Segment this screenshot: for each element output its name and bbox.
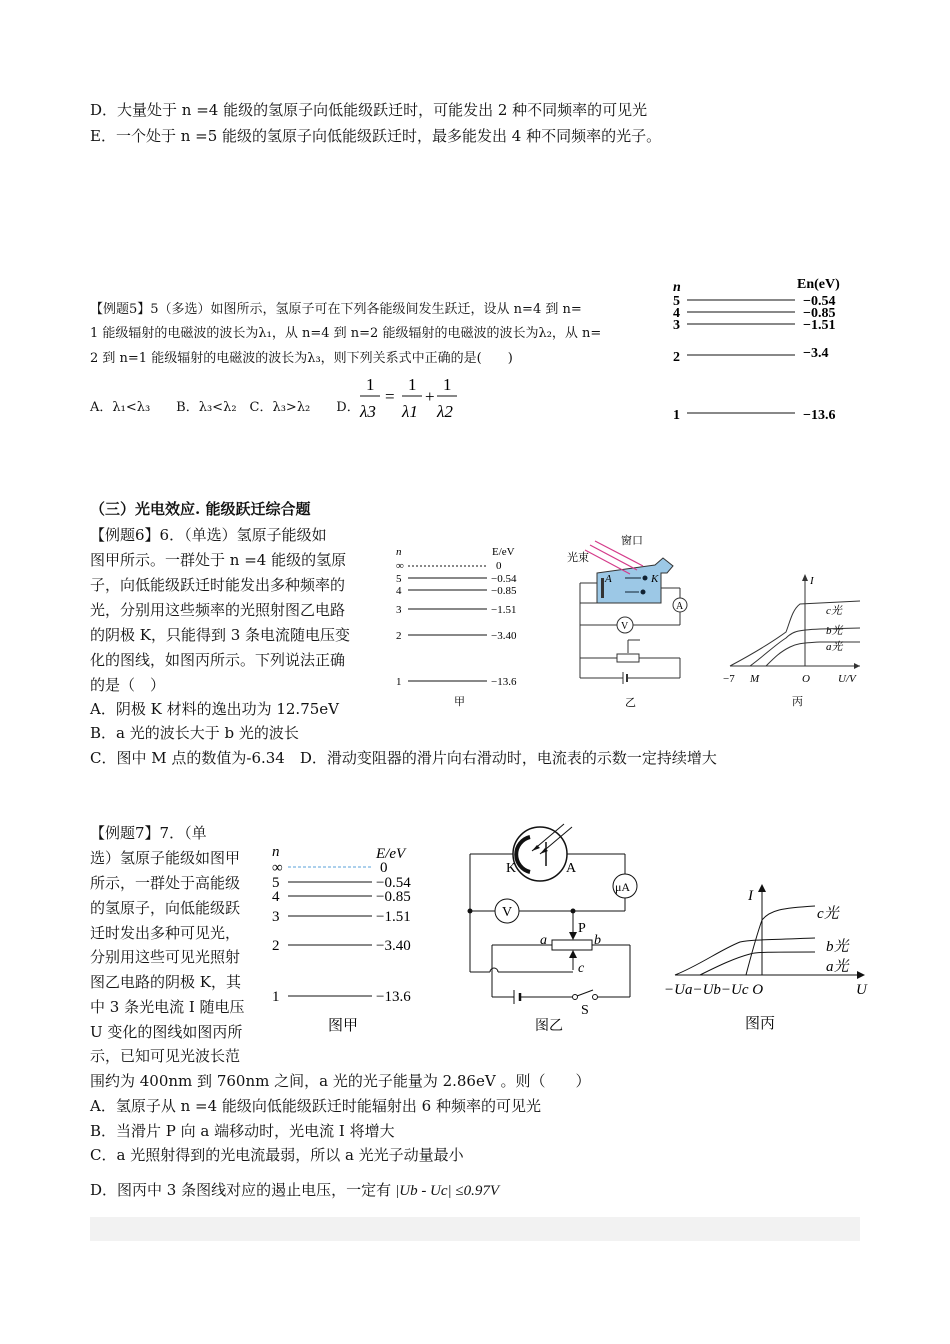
anode-label: A [566, 861, 577, 876]
ex7-line7: 中 3 条光电流 I 随电压 [90, 998, 245, 1016]
e-label: E/eV [492, 546, 515, 558]
lvl3-e: −1.51 [376, 909, 411, 925]
level-n2: 2 [673, 350, 680, 365]
equals: = [385, 387, 395, 406]
level-e5: −0.54 [803, 294, 836, 309]
lvl2-n: 2 [272, 938, 280, 954]
lvl5-n: 5 [396, 573, 402, 585]
ex7-option-b: B．当滑片 P 向 a 端移动时，光电流 I 将增大 [90, 1122, 395, 1140]
ex7-fig-yi [460, 822, 645, 1037]
ex6-option-b: B．a 光的波长大于 b 光的波长 [90, 724, 299, 742]
u-label: U/V [838, 673, 856, 685]
lvl4-n: 4 [396, 585, 402, 597]
level-e4: −0.85 [803, 306, 836, 321]
ex7-option-c: C．a 光照射得到的光电流最弱，所以 a 光光子动量最小 [90, 1146, 464, 1164]
ex5-formula [355, 370, 465, 426]
lvl5-n: 5 [272, 875, 280, 891]
lvl1-n: 1 [396, 676, 402, 688]
ex5-line3: 2 到 n=1 能级辐射的电磁波的波长为λ₃，则下列关系式中正确的是( ) [90, 351, 513, 366]
ex5-options: A．λ₁<λ₃ B．λ₃<λ₂ C．λ₃>λ₂ D． [90, 400, 360, 415]
section3-title: （三）光电效应. 能级跃迁综合题 [90, 500, 311, 518]
cathode-label: K [506, 861, 517, 876]
ex6-line5: 化的图线，如图丙所示。下列说法正确 [90, 651, 346, 669]
ex7-line2: 所示，一群处于高能级 [90, 874, 241, 892]
frac3-den: λ2 [437, 402, 453, 421]
ex7-line8: U 变化的图线如图丙所 [90, 1023, 243, 1041]
end-a-label: a [540, 933, 547, 948]
ex7-line-full: 围约为 400nm 到 760nm 之间，a 光的光子能量为 2.86eV 。则（ ） [90, 1072, 591, 1090]
zero-label: 0 [380, 860, 388, 876]
lvl4-e: −0.85 [491, 585, 517, 597]
option-e-top: E．一个处于 n =5 能级的氢原子向低能级跃迁时，最多能发出 4 种不同频率的光子。 [90, 127, 662, 145]
level-e1: −13.6 [803, 408, 836, 423]
en-label: En(eV) [797, 277, 840, 292]
n-label: n [673, 280, 681, 295]
m-label: M [750, 673, 760, 685]
ammeter-label: A [676, 601, 684, 612]
level-n1: 1 [673, 408, 680, 423]
n-label: n [396, 546, 402, 558]
voltmeter-label: V [621, 621, 629, 632]
ex6-line0: 【例题6】6．（单选）氢原子能级如 [90, 526, 327, 544]
lvl2-e: −3.40 [376, 938, 411, 954]
lvl3-n: 3 [396, 604, 402, 616]
caption-bing: 丙 [792, 696, 803, 708]
ex6-fig-jia [392, 543, 532, 708]
lvl5-e: −0.54 [376, 875, 411, 891]
stop-voltage-labels: −Ua−Ub−Uc O [664, 982, 764, 998]
o-label: O [802, 673, 810, 685]
frac1-den: λ3 [360, 402, 376, 421]
ex7-fig-jia [270, 840, 430, 1040]
level-n3: 3 [673, 318, 680, 333]
zero-label: 0 [496, 560, 502, 572]
ex5-line2: 1 能级辐射的电磁波的波长为λ₁，从 n=4 到 n=2 能级辐射的电磁波的波长为λ₂，从 n= [90, 326, 602, 341]
ex7-option-a: A．氢原子从 n =4 能级向低能级跃迁时能辐射出 6 种频率的可见光 [90, 1097, 541, 1115]
u-label: U [856, 982, 867, 998]
frac3-num: 1 [443, 375, 452, 394]
lvl1-n: 1 [272, 989, 280, 1005]
lvl1-e: −13.6 [376, 989, 411, 1005]
n-label: n [272, 844, 280, 860]
ex7-line3: 的氢原子，向低能级跃 [90, 899, 241, 917]
lvl2-n: 2 [396, 630, 402, 642]
ex7-line0: 【例题7】7．（单 [90, 824, 207, 842]
ex6-option-cd: C．图中 M 点的数值为-6.34 D．滑动变阻器的滑片向右滑动时，电流表的示数一定持续增大 [90, 749, 717, 767]
ex7-line9: 示，已知可见光波长范 [90, 1047, 241, 1065]
frac2-num: 1 [408, 375, 417, 394]
level-n4: 4 [673, 306, 680, 321]
ex6-fig-bing [720, 570, 870, 710]
window-label: 窗口 [621, 535, 643, 547]
lvl3-e: −1.51 [491, 604, 517, 616]
ex6-line2: 子，向低能级跃迁时能发出多种频率的 [90, 576, 346, 594]
slider-p-label: P [578, 921, 586, 936]
ex6-option-a: A．阴极 K 材料的逸出功为 12.75eV [90, 700, 339, 718]
cathode-label: K [651, 573, 659, 585]
end-b-label: b [594, 933, 601, 948]
b-light-label: b光 [826, 625, 843, 637]
e-label: E/eV [376, 846, 406, 862]
plus: + [425, 387, 435, 406]
option-d-top: D．大量处于 n =4 能级的氢原子向低能级跃迁时，可能发出 2 种不同频率的可见光 [90, 101, 648, 119]
ex6-fig-yi [565, 528, 700, 710]
i-label: I [810, 575, 814, 587]
caption-bing: 图丙 [745, 1016, 776, 1032]
level-n5: 5 [673, 294, 680, 309]
end-c-label: c [578, 961, 585, 976]
c-light-label: c光 [826, 605, 842, 617]
caption-yi: 乙 [625, 697, 636, 709]
caption-yi: 图乙 [535, 1019, 563, 1034]
ex7-line4: 迁时发出多种可见光， [90, 924, 241, 942]
beam-label: 光束 [567, 552, 589, 564]
ex7-fig-bing [660, 880, 875, 1035]
c-light-label: c光 [817, 906, 839, 922]
level-e3: −1.51 [803, 318, 836, 333]
ex7-line6: 图乙电路的阴极 K，其 [90, 973, 241, 991]
lvl1-e: −13.6 [491, 676, 517, 688]
a-light-label: a光 [826, 641, 843, 653]
ex6-line6: 的是（ ） [90, 676, 166, 694]
lvl2-e: −3.40 [491, 630, 517, 642]
lvl3-n: 3 [272, 909, 280, 925]
ex6-line4: 的阴极 K，只能得到 3 条电流随电压变 [90, 626, 351, 644]
ex7-line5: 分别用这些可见光照射 [90, 948, 241, 966]
b-light-label: b光 [826, 939, 849, 955]
ex6-line3: 光，分别用这些频率的光照射图乙电路 [90, 601, 346, 619]
caption-jia: 图甲 [328, 1018, 359, 1034]
ex5-line1: 【例题5】5（多选）如图所示，氢原子可在下列各能级间发生跃迁，设从 n=4 到 n= [90, 302, 582, 317]
i-label: I [748, 888, 753, 904]
inf-label: ∞ [272, 860, 283, 876]
ex7-line1: 选）氢原子能级如图甲 [90, 849, 241, 867]
anode-label: A [605, 573, 612, 585]
a-light-label: a光 [826, 959, 849, 975]
lvl5-e: −0.54 [491, 573, 517, 585]
frac2-den: λ1 [402, 402, 418, 421]
inf-label: ∞ [396, 560, 404, 572]
frac1-num: 1 [366, 375, 375, 394]
ex7-option-d: D．图丙中 3 条图线对应的遏止电压，一定有 |Ub - Uc| ≤0.97V [90, 1181, 500, 1199]
voltmeter-label: V [502, 905, 513, 920]
minus7-label: −7 [723, 673, 735, 685]
ex7-d-formula: |Ub - Uc| ≤0.97V [395, 1183, 500, 1199]
microammeter-label: μA [615, 880, 631, 894]
lvl4-n: 4 [272, 889, 280, 905]
ex5-energy-diagram [665, 275, 855, 425]
lvl4-e: −0.85 [376, 889, 411, 905]
caption-jia: 甲 [454, 696, 465, 708]
switch-s-label: S [581, 1003, 589, 1018]
ex6-line1: 图甲所示。一群处于 n =4 能级的氢原 [90, 551, 347, 569]
footer-bar [90, 1217, 860, 1241]
level-e2: −3.4 [803, 346, 829, 361]
